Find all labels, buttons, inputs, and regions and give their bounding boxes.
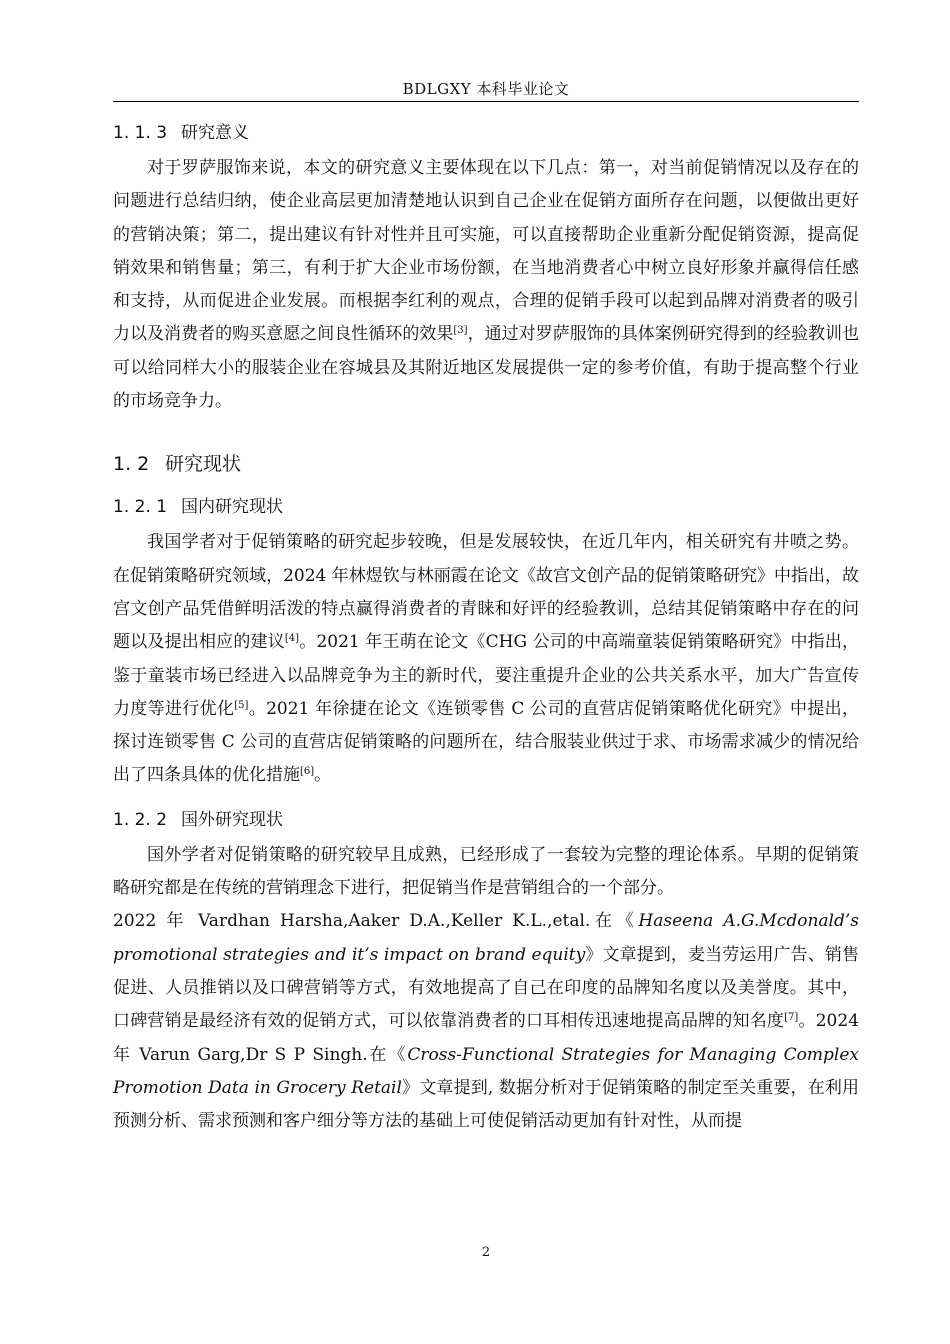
section-heading-1-2: [113, 448, 859, 480]
cited-title: Cross-Functional Strategies for Managing Complex Promotion Data in Grocery Retail: [113, 1044, 859, 1098]
paragraph-foreign-research-detail: [113, 905, 859, 1138]
section-heading-1-1-3: [113, 118, 859, 148]
text-run: 》文章提到, 数据分析对于促销策略的制定至关重要，在利用预测分析、需求预测和客户细分等方法的基础上可使促销活动更加有针对性，从而提: [113, 1077, 860, 1132]
text-run: 。2024 年 Varun Garg,Dr S P Singh.在《: [113, 1011, 860, 1065]
section-number: 1. 1. 3: [113, 123, 168, 143]
section-heading-1-2-1: [113, 492, 859, 522]
citation-ref: [3]: [453, 325, 468, 337]
cited-title: Haseena A.G.Mcdonald’s promotional strategies and it’s impact on brand equity: [113, 911, 859, 965]
text-run: 。2021 年王萌在论文《CHG 公司的中高端童装促销策略研究》中指出，鉴于童装市场已经进入以品牌竞争为主的新时代，要注重提升企业的公共关系水平，加大广告宣传力度等进行优化: [113, 632, 860, 719]
paragraph-foreign-research-intro: 国外学者对促销策略的研究较早且成熟，已经形成了一套较为完整的理论体系。早期的促销策略研究都是在传统的营销理念下进行，把促销当作是营销组合的一个部分。: [113, 844, 859, 899]
section-number: 1. 2. 1: [113, 497, 168, 518]
citation-ref: [6]: [300, 766, 315, 778]
page-number: 2: [481, 1245, 491, 1260]
text-run: 。2021 年徐捷在论文《连锁零售 C 公司的直营店促销策略优化研究》中提出，探讨连锁零售 C 公司的直营店促销策略的问题所在，结合服装业供过于求、市场需求减少的情况给出了四条具体的优化措施: [113, 698, 859, 786]
text-run: ，通过对罗萨服饰的具体案例研究得到的经验教训也可以给同样大小的服装企业在容城县及其附近地区发展提供一定的参考价值，有助于提高整个行业的市场竞争力。: [113, 324, 860, 412]
text-run: 。: [314, 765, 332, 786]
citation-ref: [7]: [784, 1012, 799, 1024]
text-run: 》文章提到，麦当劳运用广告、销售促进、人员推销以及口碑营销等方式，有效地提高了自己在印度的品牌知名度以及美誉度。其中，口碑营销是最经济有效的促销方式，可以依靠消费者的口耳相传迅速地提高品牌的知名度: [113, 944, 859, 1032]
section-title: 研究现状: [165, 453, 242, 476]
paragraph-research-significance: [113, 152, 859, 418]
section-heading-1-2-2: [113, 805, 859, 835]
section-number: 1. 2. 2: [113, 809, 168, 830]
running-header: BDLGXY 本科毕业论文: [402, 80, 570, 98]
section-title: 国内研究现状: [181, 497, 283, 518]
section-number: 1. 2: [113, 453, 150, 476]
text-run: 对于罗萨服饰来说，本文的研究意义主要体现在以下几点：第一，对当前促销情况以及存在的问题进行总结归纳，使企业高层更加清楚地认识到自己企业在促销方面所存在问题，以便做出更好的营销决策；第二，提出建议有针对性并且可实施，可以直接帮助企业重新分配促销资源，提高促销效果和销售量；第三，有利于扩大企业市场份额，在当地消费者心中树立良好形象并赢得信任感和支持，从而促进企业发展。而根据李红利的观点，合理的促销手段可以起到品牌对消费者的吸引力以及消费者的购买意愿之间良性循环的效果: [113, 158, 859, 345]
text-run: 我国学者对于促销策略的研究起步较晚，但是发展较快，在近几年内，相关研究有井喷之势。在促销策略研究领域，2024 年林煜钦与林丽霞在论文《故宫文创产品的促销策略研究》中指出，故宫文创产品凭借鲜明活泼的特点赢得消费者的青睐和好评的经验教训，总结其促销策略中存在的问题以及提出相应的建议: [113, 532, 859, 653]
citation-ref: [5]: [234, 699, 249, 711]
header-rule: [113, 101, 859, 102]
citation-ref: [4]: [284, 633, 300, 645]
section-title: 研究意义: [181, 123, 249, 143]
section-title: 国外研究现状: [181, 809, 283, 830]
paragraph-domestic-research: [113, 526, 859, 792]
page-body: [113, 118, 859, 1138]
text-run: 2022 年 Vardhan Harsha,Aaker D.A.,Keller K.L.,etal.在《: [113, 911, 639, 932]
